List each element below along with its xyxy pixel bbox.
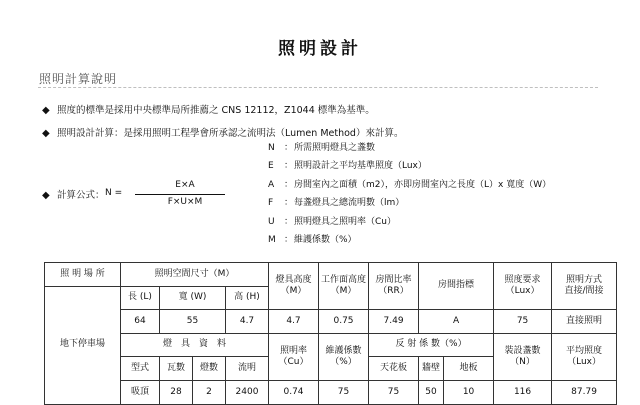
cell-floor: 10: [444, 380, 494, 404]
cell-wall: 50: [419, 380, 444, 404]
page-title: 照明設計: [278, 39, 362, 59]
lighting-calculation-table: [44, 262, 617, 405]
diamond-bullet-icon: ◆: [42, 190, 50, 201]
header-work-height: 工作面高度 （M）: [319, 263, 369, 310]
formula-fraction-bar: [135, 194, 225, 195]
header-space-size: 照明空間尺寸（M）: [121, 263, 269, 287]
header-type: 型式: [121, 357, 160, 381]
header-ceiling: 天花板: [369, 357, 419, 381]
header-lamp-height: 燈具高度 （M）: [269, 263, 319, 310]
header-width: 寬 (W): [160, 286, 226, 310]
header-fixture-data: 燈 具 資 料: [121, 333, 269, 357]
header-length: 長 (L): [121, 286, 160, 310]
cell-lighting-method: 直接照明: [552, 310, 617, 334]
section-divider: [38, 87, 598, 88]
header-fixture-count: 裝設盞數 （N）: [494, 333, 552, 380]
header-required-lux: 照度要求 （Lux）: [494, 263, 552, 310]
formula-lhs: N =: [105, 188, 123, 198]
diamond-bullet-icon: ◆: [42, 105, 50, 116]
header-lumen: 流明: [226, 357, 269, 381]
header-utilization: 照明率 （Cu）: [269, 333, 319, 380]
header-average-lux: 平均照度 （Lux）: [552, 333, 617, 380]
variable-definitions: [268, 140, 551, 250]
header-wattage: 瓦數: [160, 357, 193, 381]
cell-utilization: 0.74: [269, 380, 319, 404]
header-place: 照 明 場 所: [45, 263, 121, 287]
bullet-standard: [42, 102, 375, 116]
cell-maintenance: 75: [319, 380, 369, 404]
definition-row: U ：照明燈具之照明率（Cu）: [268, 216, 396, 227]
cell-room-index: A: [419, 310, 494, 334]
cell-place: 地下停車場: [45, 286, 121, 404]
definition-row: F ：每盞燈具之總流明數（lm）: [268, 198, 405, 209]
header-room-index: 房間指標: [419, 263, 494, 310]
cell-width: 55: [160, 310, 226, 334]
header-maintenance: 維護係數 （%）: [319, 333, 369, 380]
bullet-method-text: 照明設計計算：是採用照明工程學會所承認之流明法（Lumen Method）來計算。: [57, 128, 404, 139]
diamond-bullet-icon: ◆: [42, 128, 50, 139]
cell-lamp-height: 4.7: [269, 310, 319, 334]
cell-fixture-count: 116: [494, 380, 552, 404]
definition-row: E ：照明設計之平均基準照度（Lux）: [268, 161, 427, 172]
definition-row: A ：房間室內之面積（m2），亦即房間室內之長度（L）x 寬度（W）: [268, 179, 552, 190]
cell-required-lux: 75: [494, 310, 552, 334]
cell-room-ratio: 7.49: [369, 310, 419, 334]
cell-average-lux: 87.79: [552, 380, 617, 404]
header-wall: 牆壁: [419, 357, 444, 381]
cell-height: 4.7: [226, 310, 269, 334]
header-lamp-count: 燈數: [193, 357, 226, 381]
lumen-formula: [85, 178, 205, 214]
cell-type: 吸頂: [121, 380, 160, 404]
definition-row: M ：維護係數（%）: [268, 234, 357, 245]
cell-work-height: 0.75: [319, 310, 369, 334]
bullet-formula-label: 計算公式：: [57, 190, 105, 201]
bullet-method: [42, 125, 403, 139]
section-heading: 照明計算說明: [39, 72, 118, 86]
header-reflectance: 反 射 係 數（%）: [369, 333, 494, 357]
cell-lamp-count: 2: [193, 380, 226, 404]
bullet-standard-text: 照度的標準是採用中央標準局所推薦之 CNS 12112，Z1044 標準為基準。: [57, 105, 375, 116]
header-room-ratio: 房間比率 （RR）: [369, 263, 419, 310]
header-lighting-method: 照明方式 直接/間接: [552, 263, 617, 310]
definition-row: N ：所需照明燈具之盞數: [268, 143, 376, 153]
header-floor: 地板: [444, 357, 494, 381]
cell-length: 64: [121, 310, 160, 334]
cell-wattage: 28: [160, 380, 193, 404]
formula-numerator: E×A: [175, 180, 195, 190]
cell-ceiling: 75: [369, 380, 419, 404]
cell-lumen: 2400: [226, 380, 269, 404]
header-height: 高 (H): [226, 286, 269, 310]
formula-denominator: F×U×M: [167, 197, 203, 207]
